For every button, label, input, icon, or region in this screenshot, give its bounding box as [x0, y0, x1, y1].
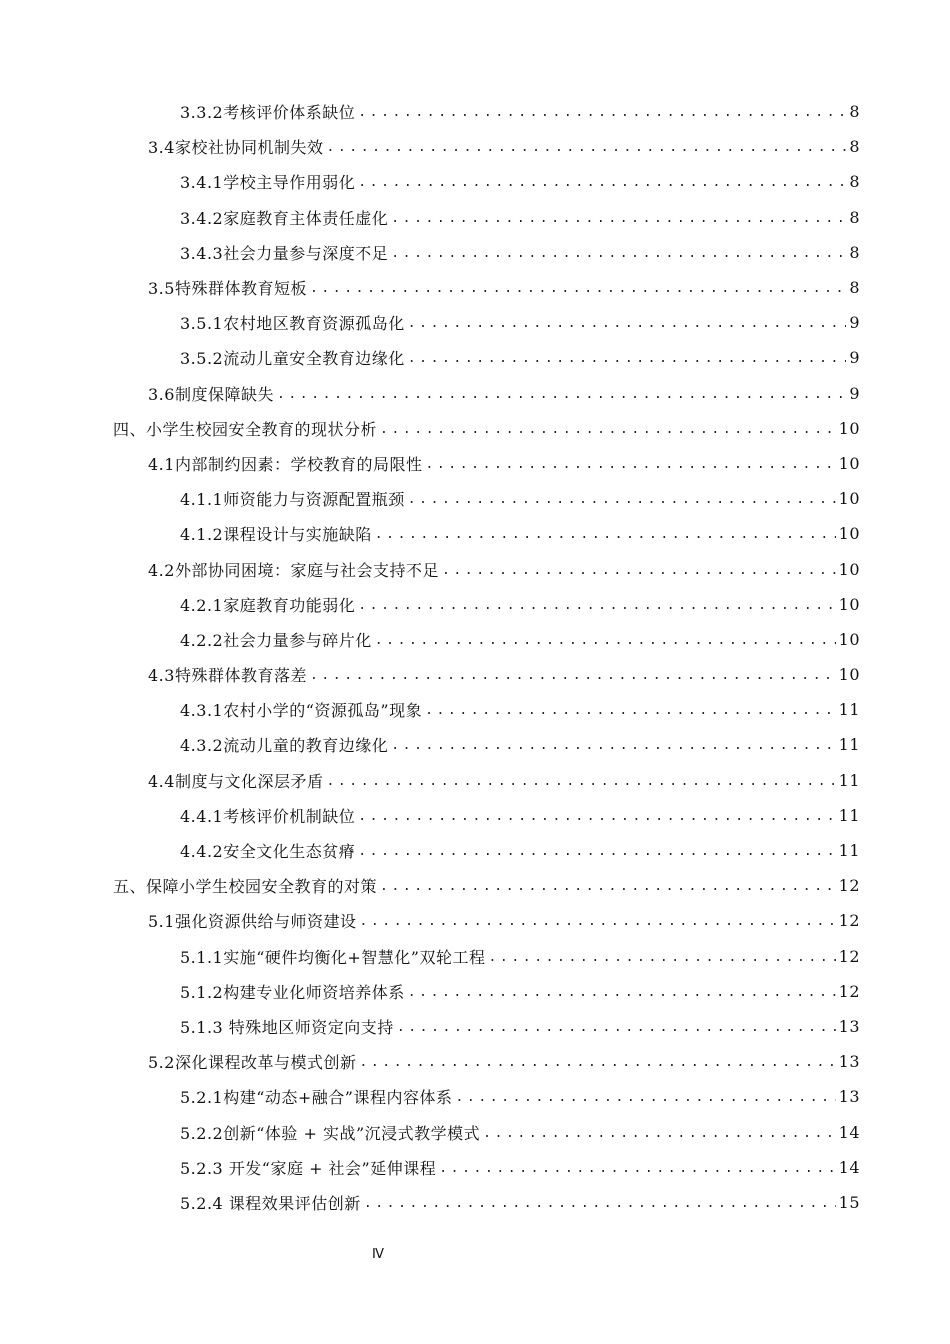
- toc-entry[interactable]: [0, 903, 950, 938]
- toc-leader-dots: [483, 1126, 835, 1141]
- toc-entry-title: 4.1.2课程设计与实施缺陷: [180, 525, 372, 545]
- toc-entry[interactable]: [0, 340, 950, 375]
- toc-entry-title: 5.1.1实施“硬件均衡化+智慧化”双轮工程: [180, 947, 486, 967]
- toc-entry-title: 4.3.1农村小学的“资源孤岛”现象: [180, 701, 423, 721]
- toc-leader-dots: [359, 914, 835, 929]
- toc-entry[interactable]: [0, 727, 950, 762]
- toc-entry[interactable]: [0, 235, 950, 270]
- toc-leader-dots: [358, 844, 835, 859]
- toc-entry-title: 5.2.3 开发“家庭 + 社会”延伸课程: [180, 1158, 437, 1178]
- toc-leader-dots: [364, 1196, 836, 1211]
- toc-leader-dots: [358, 598, 835, 613]
- toc-entry[interactable]: [0, 1150, 950, 1185]
- toc-entry-page: 13: [838, 1016, 860, 1036]
- toc-entry-page: 13: [838, 1052, 860, 1072]
- toc-leader-dots: [408, 492, 836, 507]
- toc-entry-page: 8: [849, 278, 860, 298]
- toc-entry-title: 3.4.2家庭教育主体责任虚化: [180, 208, 389, 228]
- toc-entry-page: 8: [849, 207, 860, 227]
- toc-entry-page: 10: [838, 418, 860, 438]
- toc-entry-title: 5.1.2构建专业化师资培养体系: [180, 982, 405, 1002]
- toc-entry-title: 3.5.2流动儿童安全教育边缘化: [180, 349, 405, 369]
- toc-entry-page: 12: [838, 981, 860, 1001]
- toc-leader-dots: [326, 140, 846, 155]
- toc-entry[interactable]: [0, 200, 950, 235]
- toc-entry[interactable]: [0, 1079, 950, 1114]
- toc-entry-title: 5.2.2创新“体验 + 实战”沉浸式教学模式: [180, 1123, 481, 1143]
- toc-entry[interactable]: [0, 974, 950, 1009]
- toc-entry[interactable]: [0, 446, 950, 481]
- toc-entry-title: 五、保障小学生校园安全教育的对策: [113, 877, 378, 897]
- toc-entry[interactable]: [0, 270, 950, 305]
- toc-entry-page: 11: [838, 735, 860, 755]
- toc-entry-title: 4.1内部制约因素：学校教育的局限性: [148, 454, 423, 474]
- toc-entry[interactable]: [0, 587, 950, 622]
- toc-entry-page: 12: [838, 911, 860, 931]
- toc-entry-title: 3.5.1农村地区教育资源孤岛化: [180, 314, 405, 334]
- toc-entry[interactable]: [0, 939, 950, 974]
- toc-entry-page: 11: [838, 770, 860, 790]
- toc-entry-page: 9: [849, 383, 860, 403]
- toc-entry[interactable]: [0, 551, 950, 586]
- toc-entry-title: 4.3特殊群体教育落差: [148, 666, 307, 686]
- toc-entry-page: 10: [838, 489, 860, 509]
- toc-entry-title: 5.1.3 特殊地区师资定向支持: [180, 1017, 394, 1037]
- toc-leader-dots: [455, 1090, 835, 1105]
- toc-leader-dots: [380, 879, 836, 894]
- toc-entry-page: 11: [838, 841, 860, 861]
- toc-entry-page: 8: [849, 102, 860, 122]
- toc-leader-dots: [326, 774, 835, 789]
- toc-leader-dots: [375, 633, 836, 648]
- toc-entry-page: 9: [849, 313, 860, 333]
- toc-leader-dots: [439, 1161, 835, 1176]
- page-number: Ⅳ: [372, 1247, 384, 1262]
- toc-entry-page: 10: [838, 559, 860, 579]
- toc-leader-dots: [358, 809, 835, 824]
- toc-entry-title: 5.1强化资源供给与师资建设: [148, 912, 357, 932]
- toc-leader-dots: [408, 351, 847, 366]
- toc-entry-title: 3.3.2考核评价体系缺位: [180, 103, 356, 123]
- toc-entry[interactable]: [0, 305, 950, 340]
- toc-entry-page: 10: [838, 453, 860, 473]
- toc-entry-page: 10: [838, 524, 860, 544]
- toc-leader-dots: [397, 1020, 836, 1035]
- toc-entry[interactable]: [0, 129, 950, 164]
- toc-entry-title: 4.2外部协同困境：家庭与社会支持不足: [148, 560, 439, 580]
- toc-leader-dots: [488, 950, 835, 965]
- toc-entry-page: 8: [849, 242, 860, 262]
- toc-entry[interactable]: [0, 481, 950, 516]
- toc-leader-dots: [425, 457, 835, 472]
- toc-entry-page: 8: [849, 172, 860, 192]
- toc-entry-page: 11: [838, 805, 860, 825]
- toc-leader-dots: [310, 668, 836, 683]
- toc-entry-page: 12: [838, 876, 860, 896]
- toc-leader-dots: [358, 175, 846, 190]
- toc-leader-dots: [277, 387, 846, 402]
- toc-entry-page: 14: [838, 1157, 860, 1177]
- toc-entry-page: 14: [838, 1122, 860, 1142]
- toc-entry[interactable]: [0, 1114, 950, 1149]
- toc-entry[interactable]: [0, 1009, 950, 1044]
- toc-entry[interactable]: [0, 376, 950, 411]
- toc-entry-title: 3.4.3社会力量参与深度不足: [180, 243, 389, 263]
- toc-entry-title: 4.2.2社会力量参与碎片化: [180, 630, 372, 650]
- toc-entry[interactable]: [0, 94, 950, 129]
- toc-leader-dots: [380, 422, 836, 437]
- toc-leader-dots: [375, 527, 836, 542]
- toc-entry[interactable]: [0, 516, 950, 551]
- toc-entry-page: 15: [838, 1192, 860, 1212]
- toc-entry-page: 10: [838, 594, 860, 614]
- toc-entry-title: 4.4.1考核评价机制缺位: [180, 806, 356, 826]
- toc-entry-title: 5.2深化课程改革与模式创新: [148, 1053, 357, 1073]
- toc-entry-title: 5.2.4 课程效果评估创新: [180, 1193, 361, 1213]
- toc-entry-title: 3.4.1学校主导作用弱化: [180, 173, 356, 193]
- toc-entry-title: 4.3.2流动儿童的教育边缘化: [180, 736, 389, 756]
- toc-entry-page: 10: [838, 665, 860, 685]
- toc-leader-dots: [408, 985, 836, 1000]
- toc-entry[interactable]: [0, 763, 950, 798]
- toc-entry[interactable]: [0, 868, 950, 903]
- toc-entry-page: 10: [838, 629, 860, 649]
- toc-leader-dots: [391, 738, 835, 753]
- toc-leader-dots: [310, 281, 846, 296]
- toc-leader-dots: [425, 703, 836, 718]
- toc-entry-title: 3.6制度保障缺失: [148, 384, 274, 404]
- toc-entry[interactable]: [0, 411, 950, 446]
- toc-entry-page: 8: [849, 137, 860, 157]
- toc-leader-dots: [408, 316, 847, 331]
- toc-leader-dots: [442, 563, 836, 578]
- toc-entry[interactable]: [0, 692, 950, 727]
- toc-entry[interactable]: [0, 622, 950, 657]
- toc-entry-page: 12: [838, 946, 860, 966]
- toc-entry-title: 5.2.1构建“动态+融合”课程内容体系: [180, 1088, 453, 1108]
- toc-entry[interactable]: [0, 657, 950, 692]
- toc-entry[interactable]: [0, 164, 950, 199]
- toc-leader-dots: [358, 105, 846, 120]
- toc-entry-title: 4.4.2安全文化生态贫瘠: [180, 842, 356, 862]
- toc-leader-dots: [391, 211, 846, 226]
- toc-entry[interactable]: [0, 798, 950, 833]
- toc-leader-dots: [391, 246, 846, 261]
- toc-entry[interactable]: [0, 1185, 950, 1220]
- toc-entry[interactable]: [0, 833, 950, 868]
- toc-entry[interactable]: [0, 1044, 950, 1079]
- toc-entry-title: 4.1.1师资能力与资源配置瓶颈: [180, 490, 405, 510]
- toc-entry-page: 9: [849, 348, 860, 368]
- toc-entry-title: 四、小学生校园安全教育的现状分析: [113, 419, 378, 439]
- toc-leader-dots: [359, 1055, 835, 1070]
- toc-entry-title: 4.2.1家庭教育功能弱化: [180, 595, 356, 615]
- table-of-contents: [0, 94, 950, 1220]
- toc-entry-title: 3.5特殊群体教育短板: [148, 279, 307, 299]
- toc-entry-page: 11: [838, 700, 860, 720]
- toc-entry-title: 3.4家校社协同机制失效: [148, 138, 324, 158]
- toc-entry-page: 13: [838, 1087, 860, 1107]
- toc-entry-title: 4.4制度与文化深层矛盾: [148, 771, 324, 791]
